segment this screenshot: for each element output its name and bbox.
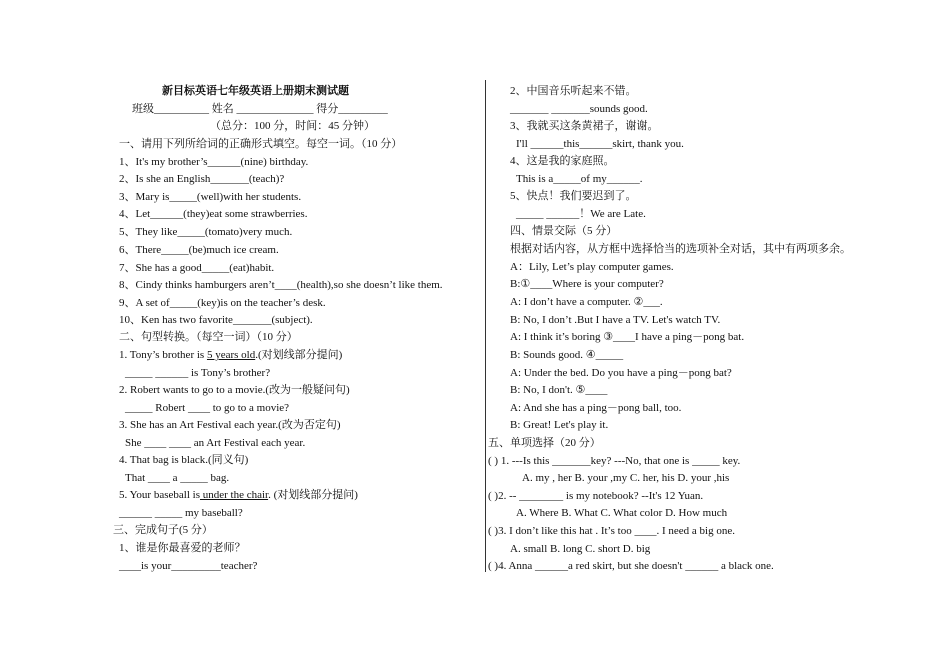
mc-question-4: ( )4. Anna ______a red skirt, but she doesn't ______ a black one. [488, 560, 774, 572]
sec2-question-4: 4. That bag is black.(同义句) [119, 454, 249, 466]
section-2-title: 二、句型转换。（每空一词）（10 分） [119, 331, 298, 343]
sec2-question-5 [119, 488, 358, 502]
dialog-line: A: I think it’s boring ③____I have a ping－pong bat. [510, 331, 745, 343]
sec1-item-9: 9、A set of_____(key)is on the teacher’s desk. [119, 297, 326, 309]
exam-title: 新目标英语七年级英语上册期末测试题 [162, 85, 349, 97]
sec2-question-2: 2. Robert wants to go to a movie.(改为一般疑问句) [119, 384, 350, 396]
dialog-line: A：Lily, Let’s play computer games. [510, 261, 674, 273]
section-5-title: 五、单项选择（20 分） [488, 437, 601, 449]
sec2-q1-note: .(对划线部分提问) [255, 349, 343, 361]
sec3-question-1: 1、谁是你最喜爱的老师？ [119, 542, 246, 554]
mc-options-2: A. Where B. What C. What color D. How much [516, 507, 728, 519]
sec2-q1-underlined: 5 years old [206, 349, 256, 361]
sec1-item-5: 5、They like_____(tomato)very much. [119, 226, 293, 238]
sec3-answer-1: ____is your_________teacher? [119, 560, 258, 572]
sec3-answer-2: _______ _______sounds good. [510, 103, 648, 115]
sec2-answer-2: _____ Robert ____ to go to a movie? [125, 402, 290, 414]
sec2-q1-text: 1. Tony’s brother is [119, 349, 207, 361]
dialog-line: B: Sounds good. ④_____ [510, 349, 624, 361]
sec2-question-3: 3. She has an Art Festival each year.(改为否定句) [119, 419, 341, 431]
sec2-answer-1: _____ ______ is Tony’s brother? [125, 367, 271, 379]
section-1-title: 一、请用下列所给词的正确形式填空。每空一词。（10 分） [119, 138, 403, 150]
sec3-question-2: 2、中国音乐听起来不错。 [510, 85, 637, 97]
section-4-title: 四、情景交际（5 分） [510, 225, 618, 237]
sec2-answer-3: She ____ ____ an Art Festival each year. [125, 437, 306, 449]
sec3-question-4: 4、这是我的家庭照。 [510, 155, 615, 167]
sec1-item-4: 4、Let______(they)eat some strawberries. [119, 208, 308, 220]
sec2-question-1 [119, 348, 342, 362]
sec3-question-3: 3、我就买这条黄裙子，谢谢。 [510, 120, 659, 132]
dialog-line: B: No, I don't. ⑤____ [510, 384, 608, 396]
sec3-answer-4: This is a_____of my______. [516, 173, 643, 185]
sec1-item-6: 6、There_____(be)much ice cream. [119, 244, 279, 256]
sec1-item-7: 7、She has a good_____(eat)habit. [119, 262, 275, 274]
dialog-line: A: I don’t have a computer. ②___. [510, 296, 663, 308]
sec1-item-10: 10、Ken has two favorite_______(subject). [119, 314, 313, 326]
sec1-item-3: 3、Mary is_____(well)with her students. [119, 191, 302, 203]
sec1-item-1: 1、It's my brother’s______(nine) birthday. [119, 156, 309, 168]
mc-options-1: A. my , her B. your ,my C. her, his D. your ,his [522, 472, 730, 484]
sec2-q5-text: 5. Your baseball is [119, 489, 200, 501]
dialog-line: A: Under the bed. Do you have a ping－pong bat? [510, 367, 732, 379]
mc-options-3: A. small B. long C. short D. big [510, 543, 651, 555]
dialog-line: A: And she has a ping－pong ball, too. [510, 402, 682, 414]
header-fields: 班级__________ 姓名 ______________ 得分_________ [132, 103, 388, 115]
sec2-q5-note: . (对划线部分提问) [268, 489, 358, 501]
section-3-title: 三、完成句子(5 分） [113, 524, 213, 536]
sec3-question-5: 5、快点！我们要迟到了。 [510, 190, 637, 202]
mc-question-1: ( ) 1. ---Is this _______key? ---No, that one is _____ key. [488, 455, 741, 467]
sec1-item-8: 8、Cindy thinks hamburgers aren’t____(health),so she doesn’t like them. [119, 279, 443, 291]
sec1-item-2: 2、Is she an English_______(teach)? [119, 173, 285, 185]
dialog-line: B: Great! Let's play it. [510, 419, 609, 431]
score-time: （总分：100 分，时间：45 分钟） [210, 120, 375, 132]
mc-question-2: ( )2. -- ________ is my notebook? --It's 12 Yuan. [488, 490, 704, 502]
sec2-answer-5: ______ _____ my baseball? [119, 507, 243, 519]
dialog-line: B:①____Where is your computer? [510, 278, 664, 290]
sec3-answer-3: I'll ______this______skirt, thank you. [516, 138, 684, 150]
column-divider [485, 80, 486, 572]
mc-question-3: ( )3. I don’t like this hat . It’s too ____. I need a big one. [488, 525, 735, 537]
dialog-line: B: No, I don’t .But I have a TV. Let's watch TV. [510, 314, 721, 326]
section-4-instructions: 根据对话内容，从方框中选择恰当的选项补全对话，其中有两项多余。 [510, 243, 851, 255]
sec2-q5-underlined: under the chair [199, 489, 269, 501]
sec2-answer-4: That ____ a _____ bag. [125, 472, 230, 484]
sec3-answer-5: _____ ______！We are Late. [516, 208, 646, 220]
